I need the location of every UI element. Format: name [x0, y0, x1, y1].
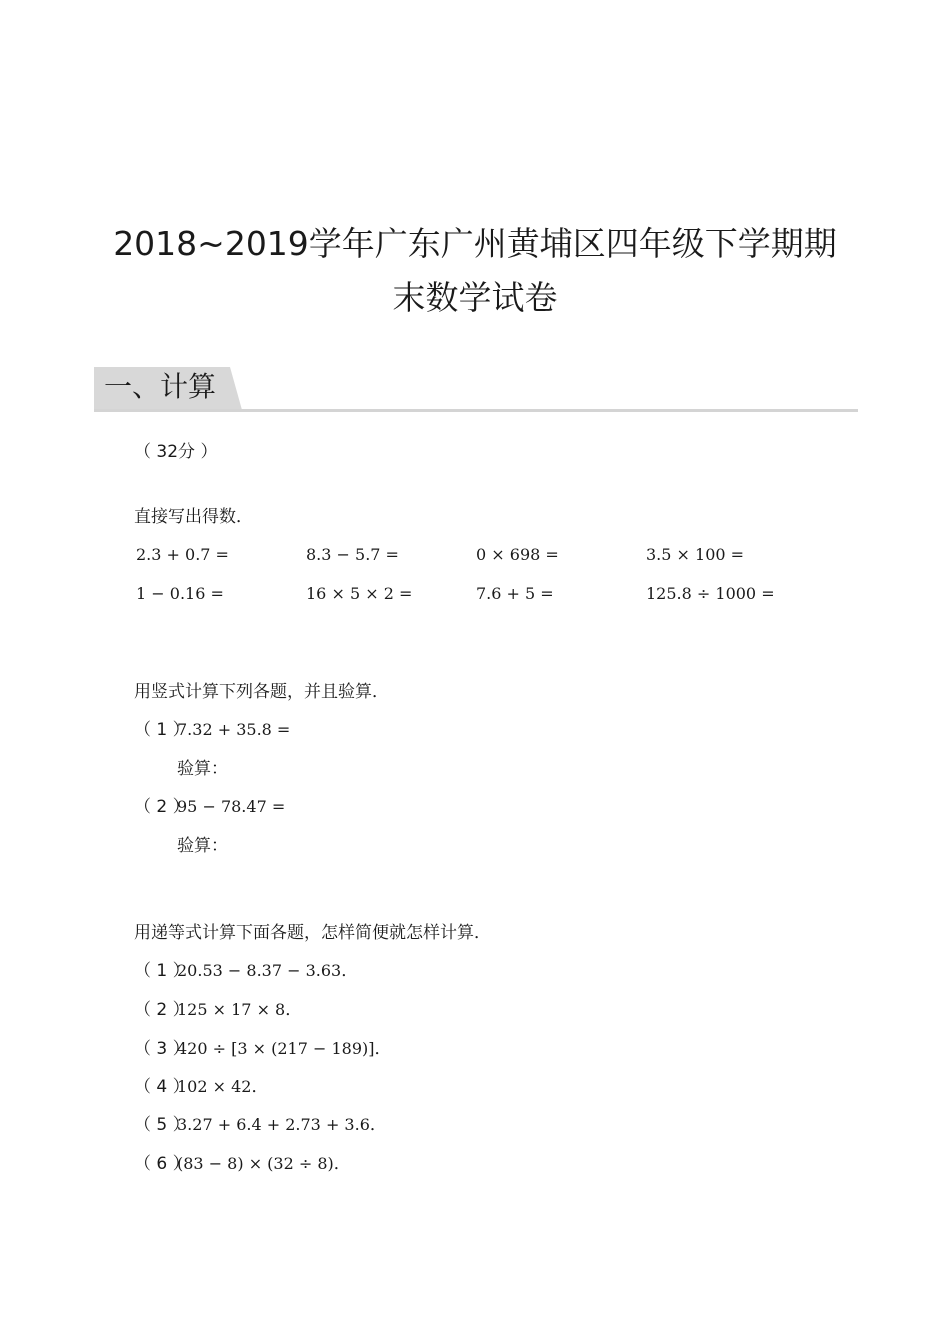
q3-item-1 — [134, 960, 358, 982]
q1-item: 1 − 0.16 = — [136, 584, 224, 603]
q3-item-label: （ 6 ） — [134, 1154, 190, 1174]
q3-item-label: （ 2 ） — [134, 1000, 190, 1020]
q3-item-5 — [134, 1114, 387, 1136]
q3-item-expression: 3.27 + 6.4 + 2.73 + 3.6 — [177, 1115, 370, 1134]
q3-item-label: （ 5 ） — [134, 1115, 190, 1135]
q3-item-suffix: ． — [251, 1077, 269, 1097]
q1-item: 16 × 5 × 2 = — [306, 584, 413, 603]
q3-item-3 — [134, 1038, 392, 1060]
q3-item-suffix: ． — [333, 1154, 351, 1174]
q3-item-expression: 102 × 42 — [177, 1077, 252, 1096]
q1-item: 2.3 + 0.7 = — [136, 545, 229, 564]
q3-item-suffix: ． — [369, 1115, 387, 1135]
section-divider — [94, 409, 858, 412]
q3-item-expression: 125 × 17 × 8 — [177, 1000, 286, 1019]
q2-item-expression: 95 − 78.47 = — [177, 797, 286, 816]
exam-title-line-1: 2018~2019学年广东广州黄埔区四年级下学期期 — [113, 224, 837, 263]
q1-item: 7.6 + 5 = — [476, 584, 554, 603]
q3-item-expression: 420 ÷ [3 × (217 − 189)] — [177, 1039, 375, 1058]
q3-item-expression: 20.53 − 8.37 − 3.63 — [177, 961, 342, 980]
q1-item: 8.3 − 5.7 = — [306, 545, 399, 564]
q3-item-4 — [134, 1076, 268, 1098]
q2-item-label: （ 2 ） — [134, 797, 190, 817]
section-score: （ 32分 ） — [134, 442, 218, 462]
q1-prompt: 直接写出得数． — [134, 507, 253, 527]
q2-item-1 — [134, 719, 290, 741]
q3-item-label: （ 1 ） — [134, 961, 190, 981]
section-header — [94, 367, 858, 412]
q3-item-suffix: ． — [374, 1039, 392, 1059]
q2-item-label: （ 1 ） — [134, 720, 190, 740]
section-heading: 一、计算 — [104, 370, 217, 403]
q3-item-label: （ 3 ） — [134, 1039, 190, 1059]
q1-item: 3.5 × 100 = — [646, 545, 745, 564]
q1-item: 125.8 ÷ 1000 = — [646, 584, 775, 603]
q2-item-2 — [134, 796, 285, 818]
q2-prompt: 用竖式计算下列各题，并且验算． — [134, 682, 389, 702]
q3-item-label: （ 4 ） — [134, 1077, 190, 1097]
q3-item-6 — [134, 1153, 351, 1175]
exam-title-line-2: 末数学试卷 — [392, 278, 558, 317]
q2-item-expression: 7.32 + 35.8 = — [177, 720, 291, 739]
q2-check-label: 验算： — [177, 836, 228, 856]
q3-item-suffix: ． — [341, 961, 359, 981]
q3-item-2 — [134, 999, 302, 1021]
q3-item-suffix: ． — [285, 1000, 303, 1020]
q1-item: 0 × 698 = — [476, 545, 559, 564]
q3-prompt: 用递等式计算下面各题，怎样简便就怎样计算． — [134, 923, 491, 943]
q2-check-label: 验算： — [177, 759, 228, 779]
q3-item-expression: (83 − 8) × (32 ÷ 8) — [177, 1154, 334, 1173]
